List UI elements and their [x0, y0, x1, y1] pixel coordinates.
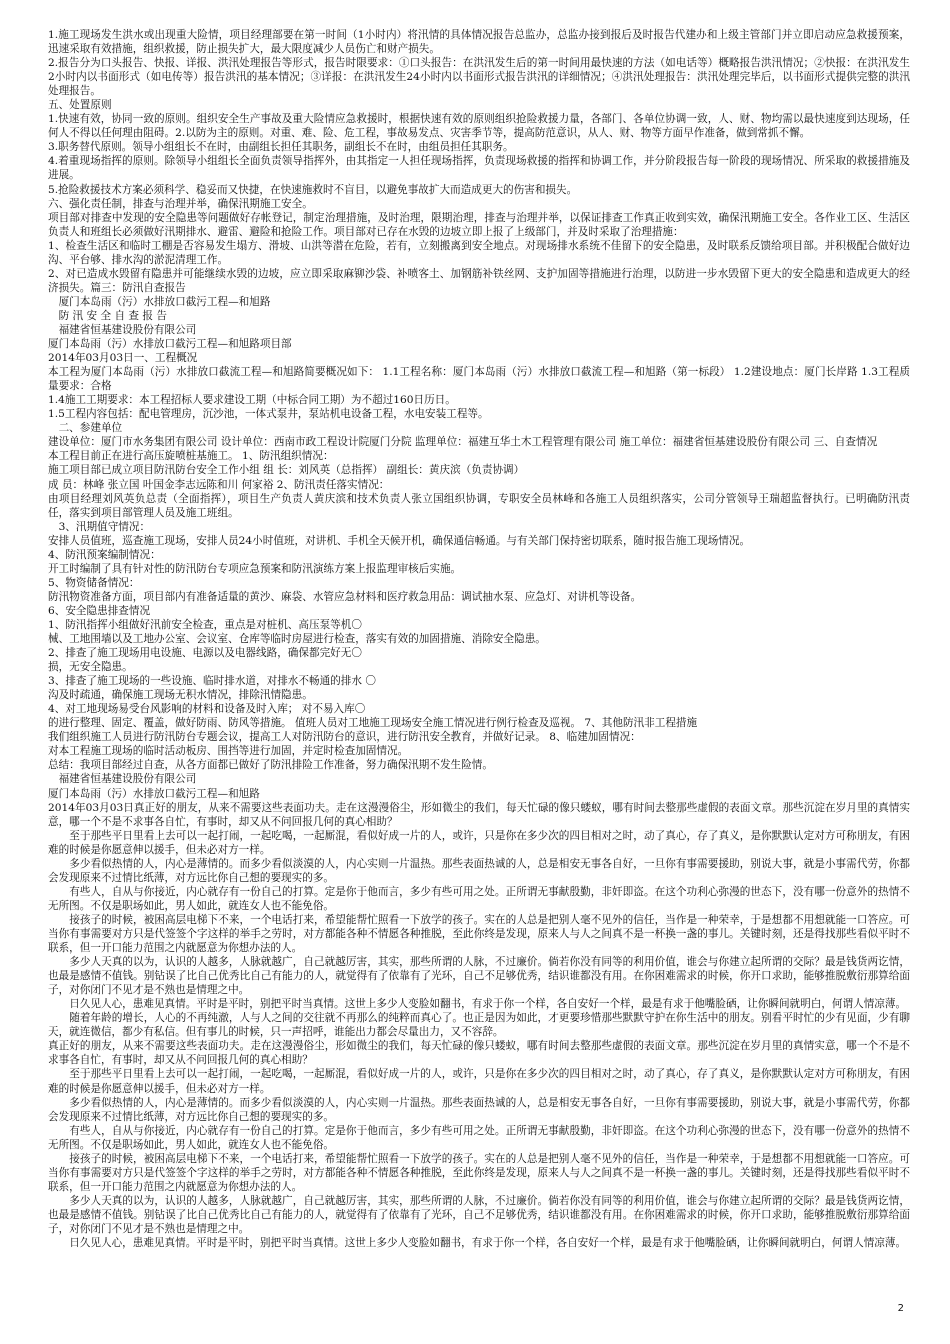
paragraph: 2014年03月03日真正好的朋友，从来不需要这些表面功夫。走在这漫漫俗尘，形如微尘的我们，每天忙碌的像只蝼蚁，哪有时间去整那些虚假的表面文章。那些沉淀在岁月里的真情实意，哪一个不是不求事各自忙，有事时，却又从不问回报几何的真心相助？ — [48, 801, 910, 828]
document-body — [48, 28, 910, 1250]
paragraph: 总结：我项目部经过自查，从各方面都已做好了防汛排险工作准备，努力确保汛期不发生险情。 — [48, 759, 493, 772]
paragraph: 厦门本岛雨（污）水排放口截污工程—和旭路 — [48, 787, 260, 800]
paragraph: 多少人天真的以为，认识的人越多，人脉就越广，自己就越厉害，其实，那些所谓的人脉，不过廉价。倘若你没有同等的利用价值，谁会与你建立起所谓的交际？最是钱货两讫情，也最是感情不值钱。别钻误了比自己优秀比自己有能力的人，就觉得有了依靠有了光环，自己不足够优秀，结识谁都没有用。在你困难需求的时候，你开口求助，能够推脱敷衍那算给面子，对你闭门不见才是不熟也是情理之中。 — [48, 956, 910, 997]
paragraph: 随着年龄的增长，人心的不再纯澈，人与人之间的交往就不再那么的纯粹而真心了。也正是因为如此，才更要珍惜那些默默守护在你生活中的朋友。别看平时忙的少有见面，少有聊天，就连微信，都少有私信。但有事儿的时候，只一声招呼，谁能出力都会尽量出力，又不容辞。 — [48, 1012, 910, 1039]
paragraph: 1、防汛指挥小组做好汛前安全检查，重点是对桩机、高压泵等机〇 — [48, 618, 362, 631]
paragraph: 至于那些平日里看上去可以一起打闹，一起吃喝，一起厮混，看似好成一片的人，或许，只是你在多少次的四目相对之时，动了真心，存了真义，是你默默认定对方可称朋友，有困难的时候是你愿意伸以援手，但未必对方一样。 — [48, 1068, 910, 1095]
paragraph: 4.着重现场指挥的原则。除领导小组组长全面负责领导指挥外，由其指定一人担任现场指挥，负责现场救援的指挥和协调工作，并分阶段报告每一阶段的现场情况、所采取的救援措施及进展。 — [48, 155, 910, 182]
paragraph: 本工程为厦门本岛雨（污）水排放口截流工程—和旭路简要概况如下： 1.1工程名称：厦门本岛雨（污）水排放口截流工程—和旭路（第一标段） 1.2建设地点：厦门长岸路 1.3工程质量要求：合格 — [48, 366, 910, 393]
paragraph: 日久见人心，患难见真情。平时是平时，别把平时当真情。这世上多少人变脸如翻书，有求于你一个样，各自安好一个样，最是有求于他嘴脸硒，让你瞬间就明白，何谓人情凉薄。 — [69, 998, 907, 1011]
paragraph: 3、排查了施工现场的一些设施、临时排水道，对排水不畅通的排水 〇 — [48, 675, 376, 688]
paragraph: 本工程目前正在进行高压旋喷桩基施工。 1、防汛组织情况： — [48, 450, 334, 463]
paragraph: 对本工程施工现场的临时活动板房、围挡等进行加固，并定时检查加固情况。 — [48, 745, 409, 758]
paragraph: 多少人天真的以为，认识的人越多，人脉就越广，自己就越厉害，其实，那些所谓的人脉，不过廉价。倘若你没有同等的利用价值，谁会与你建立起所谓的交际？最是钱货两讫情，也最是感情不值钱。别钻误了比自己优秀比自己有能力的人，就觉得有了依靠有了光环，自己不足够优秀，结识谁都没有用。在你困难需求的时候，你开口求助，能够推脱敷衍那算给面子，对你闭门不见才是不熟也是情理之中。 — [48, 1194, 910, 1235]
paragraph: 械、工地围墙以及工地办公室、会议室、仓库等临时房屋进行检查，落实有效的加固措施、消除安全隐患。 — [48, 633, 546, 646]
paragraph: 损，无安全隐患。 — [48, 661, 133, 674]
paragraph: 5.抢险救援技术方案必须科学、稳妥而又快捷，在快速施救时不盲目，以避免事故扩大而造成更大的伤害和损失。 — [48, 183, 578, 196]
paragraph: 1.5工程内容包括：配电管理房，沉沙池，一体式泵井，泵站机电设备工程，水电安装工程等。 — [48, 408, 489, 421]
paragraph: 2014年03月03日一、工程概况 — [48, 352, 198, 365]
paragraph: 3.职务替代原则。领导小组组长不在时，由副组长担任其职务，副组长不在时，由组员担任其职务。 — [48, 141, 514, 154]
paragraph: 福建省恒基建设股份有限公司 — [58, 323, 197, 336]
paragraph: 有些人，自从与你接近，内心就存有一份自己的打算。定是你于他而言，多少有些可用之处。正所谓无事献殷勤，非奸即盗。在这个功利心弥漫的世态下，没有哪一份意外的热情不无所图。不仅是职场如此，男人如此，就连女人也不能免俗。 — [48, 885, 910, 912]
paragraph: 厦门本岛雨（污）水排放口截污工程—和旭路 — [58, 295, 271, 308]
paragraph: 多少看似热情的人，内心是薄情的。而多少看似淡漠的人，内心实则一片温热。那些表面热诚的人，总是相安无事各自好，一旦你有事需要援助，别说大事，就是小事需代劳，你都会发现原来不过情比纸薄，对方远比你自己想的要现实的多。 — [48, 1096, 910, 1123]
paragraph: 真正好的朋友，从来不需要这些表面功夫。走在这漫漫俗尘，形如微尘的我们，每天忙碌的像只蝼蚁，哪有时间去整那些虚假的表面文章。那些沉淀在岁月里的真情实意，哪一个不是不求事各自忙，有事时，却又从不问回报几何的真心相助？ — [48, 1040, 910, 1067]
page-number: 2 — [897, 1303, 904, 1314]
paragraph: 日久见人心，患难见真情。平时是平时，别把平时当真情。这世上多少人变脸如翻书，有求于你一个样，各自安好一个样，最是有求于他嘴脸硒，让你瞬间就明白，何谓人情凉薄。 — [69, 1237, 907, 1250]
paragraph: 1、检查生活区和临时工棚是否容易发生塌方、滑坡、山洪等潜在危险，若有，立刻搬离到安全地点。对现场排水系统不佳留下的安全隐患，及时联系反馈给项目部。并积极配合做好边沟、平台够、排水沟的淤泥清理工作。 — [48, 239, 910, 266]
paragraph: 4、防汛预案编制情况： — [48, 548, 161, 561]
paragraph: 安排人员值班，巡查施工现场，安排人员24小时值班，对讲机、手机全天候开机，确保通信畅通。与有关部门保持密切联系，随时报告施工现场情况。 — [48, 534, 751, 547]
paragraph: 6、安全隐患排查情况 — [48, 604, 151, 617]
paragraph: 的进行整理、固定、覆盖，做好防雨、防风等措施。 值班人员对工地施工现场安全施工情况进行例行检查及巡视。 7、其他防汛非工程措施 — [48, 717, 698, 730]
paragraph: 2、对已造成水毁留有隐患并可能继续水毁的边坡，应立即采取麻铆沙袋、补喷客土、加钢筋补铁丝网、支护加固等措施进行治理，以防进一步水毁留下更大的安全隐患和造成更大的经济损失。篇三：防汛自查报告 — [48, 267, 910, 294]
paragraph: 1.4施工工期要求：本工程招标人要求建设工期（中标合同工期）为不超过160日历日。 — [48, 394, 456, 407]
paragraph: 接孩子的时候，被困高层电梯下不来，一个电话打来，希望能帮忙照看一下放学的孩子。实在的人总是把别人毫不见外的信任，当作是一种荣幸，于是想都不用想就能一口答应。可当你有事需要对方只是代签签个字这样的举手之劳时，对方都能各种不情愿各种推脱，至此你终是发现，原来人与人之间真不是一杯换一盏的事儿。关键时刻，还是得找那些看似平时不联系，但一开口能力范围之内就愿意为你想办法的人。 — [48, 1152, 910, 1193]
paragraph: 二、参建单位 — [58, 422, 123, 435]
paragraph: 我们组织施工人员进行防汛防台专题会议，提高工人对防汛防台的意识，进行防汛安全教育，并做好记录。 8、临建加固情况： — [48, 731, 641, 744]
paragraph: 5、物资储备情况： — [48, 576, 140, 589]
paragraph: 项目部对排查中发现的安全隐患等问题做好存帐登记，制定治理措施，及时治理，限期治理，排查与治理并举，以保证排查工作真正收到实效，确保汛期施工安全。各作业工区、生活区负责人和班组长必须做好汛期排水、避雷、避险和抢险工作。项目部对已存在水毁的边坡立即上报了上级部门，并及时采取了治理措施： — [48, 211, 910, 238]
paragraph: 防 汛 安 全 自 查 报 告 — [58, 309, 167, 322]
paragraph: 沟及时疏通，确保施工现场无积水情况，排除汛情隐患。 — [48, 689, 313, 702]
paragraph: 4、对工地现场易受台风影响的材料和设备及时入库； 对不易入库〇 — [48, 703, 366, 716]
paragraph: 五、处置原则 — [48, 99, 112, 112]
paragraph: 至于那些平日里看上去可以一起打闹，一起吃喝，一起厮混，看似好成一片的人，或许，只是你在多少次的四目相对之时，动了真心，存了真义，是你默默认定对方可称朋友，有困难的时候是你愿意伸以援手，但未必对方一样。 — [48, 829, 910, 856]
paragraph: 开工时编制了具有针对性的防汛防台专项应急预案和防汛演练方案上报监理审核后实施。 — [48, 562, 462, 575]
paragraph: 有些人，自从与你接近，内心就存有一份自己的打算。定是你于他而言，多少有些可用之处。正所谓无事献殷勤，非奸即盗。在这个功利心弥漫的世态下，没有哪一份意外的热情不无所图。不仅是职场如此，男人如此，就连女人也不能免俗。 — [48, 1124, 910, 1151]
paragraph: 由项目经理刘风英负总责（全面指挥），项目生产负责人黄庆滨和技术负责人张立国组织协调，专职安全员林峰和各施工人员组织落实，公司分管领导王瑞超监督执行。已明确防汛责任，落实到项目部管理人员及施工班组。 — [48, 492, 910, 519]
paragraph: 1.快速有效，协同一致的原则。组织安全生产事故及重大险情应急救援时，根据快速有效的原则组织抢险救援力量，各部门、各单位协调一致，人、财、物均需以最快速度到达现场，任何人不得以任何理由阻碍。2.以防为主的原则。对重、难、险、危工程，事故易发点、灾害季节等，提高防范意识，从人、财、物等方面早作准备，做到常抓不懈。 — [48, 113, 910, 140]
paragraph: 3、汛期值守情况： — [58, 520, 151, 533]
paragraph: 施工项目部已成立项目防汛防台安全工作小组 组 长：刘风英（总指挥） 副组长：黄庆滨（负责协调） — [48, 464, 525, 477]
paragraph: 六、强化责任制，排查与治理并举，确保汛期施工安全。 — [48, 197, 313, 210]
paragraph: 防汛物资准备方面，项目部内有准备适量的黄沙、麻袋、水管应急材料和医疗救急用品：调试抽水泵、应急灯、对讲机等设备。 — [48, 590, 642, 603]
paragraph: 1.施工现场发生洪水或出现重大险情，项目经理部要在第一时间（1小时内）将汛情的具体情况报告总监办，总监办接到报后及时报告代建办和上级主管部门并立即启动应急救援预案，迅速采取有效措施，组织救援，防止损失扩大，最大限度减少人员伤亡和财产损失。 — [48, 29, 910, 56]
paragraph: 接孩子的时候，被困高层电梯下不来，一个电话打来，希望能帮忙照看一下放学的孩子。实在的人总是把别人毫不见外的信任，当作是一种荣幸，于是想都不用想就能一口答应。可当你有事需要对方只是代签签个字这样的举手之劳时，对方都能各种不情愿各种推脱，至此你终是发现，原来人与人之间真不是一杯换一盏的事儿。关键时刻，还是得找那些看似平时不联系，但一开口能力范围之内就愿意为你想办法的人。 — [48, 913, 910, 955]
paragraph: 2.报告分为口头报告、快报、详报、洪汛处理报告等形式，报告时限要求：①口头报告：在洪汛发生后的第一时间用最快速的方法（如电话等）概略报告洪汛情况；②快报：在洪汛发生2小时内以书面形式（如电传等）报告洪汛的基本情况；③详报：在洪汛发生24小时内以书面形式报告洪汛的详细情况；④洪汛处理报告：洪汛处理完毕后，以书面形式提供完整的洪汛处理报告。 — [48, 57, 910, 98]
paragraph: 2、排查了施工现场用电设施、电源以及电器线路，确保都完好无〇 — [48, 647, 362, 660]
paragraph: 建设单位：厦门市水务集团有限公司 设计单位：西南市政工程设计院厦门分院 监理单位：福建互华土木工程管理有限公司 施工单位：福建省恒基建设股份有限公司 三、自查情况 — [48, 436, 878, 449]
paragraph: 成 员：林峰 张立国 叶国金李志远陈和川 何家裕 2、防汛责任落实情况： — [48, 478, 390, 491]
paragraph: 厦门本岛雨（污）水排放口截污工程—和旭路项目部 — [48, 338, 292, 351]
paragraph: 福建省恒基建设股份有限公司 — [58, 773, 197, 786]
paragraph: 多少看似热情的人，内心是薄情的。而多少看似淡漠的人，内心实则一片温热。那些表面热诚的人，总是相安无事各自好，一旦你有事需要援助，别说大事，就是小事需代劳，你都会发现原来不过情比纸薄，对方远比你自己想的要现实的多。 — [48, 857, 910, 884]
